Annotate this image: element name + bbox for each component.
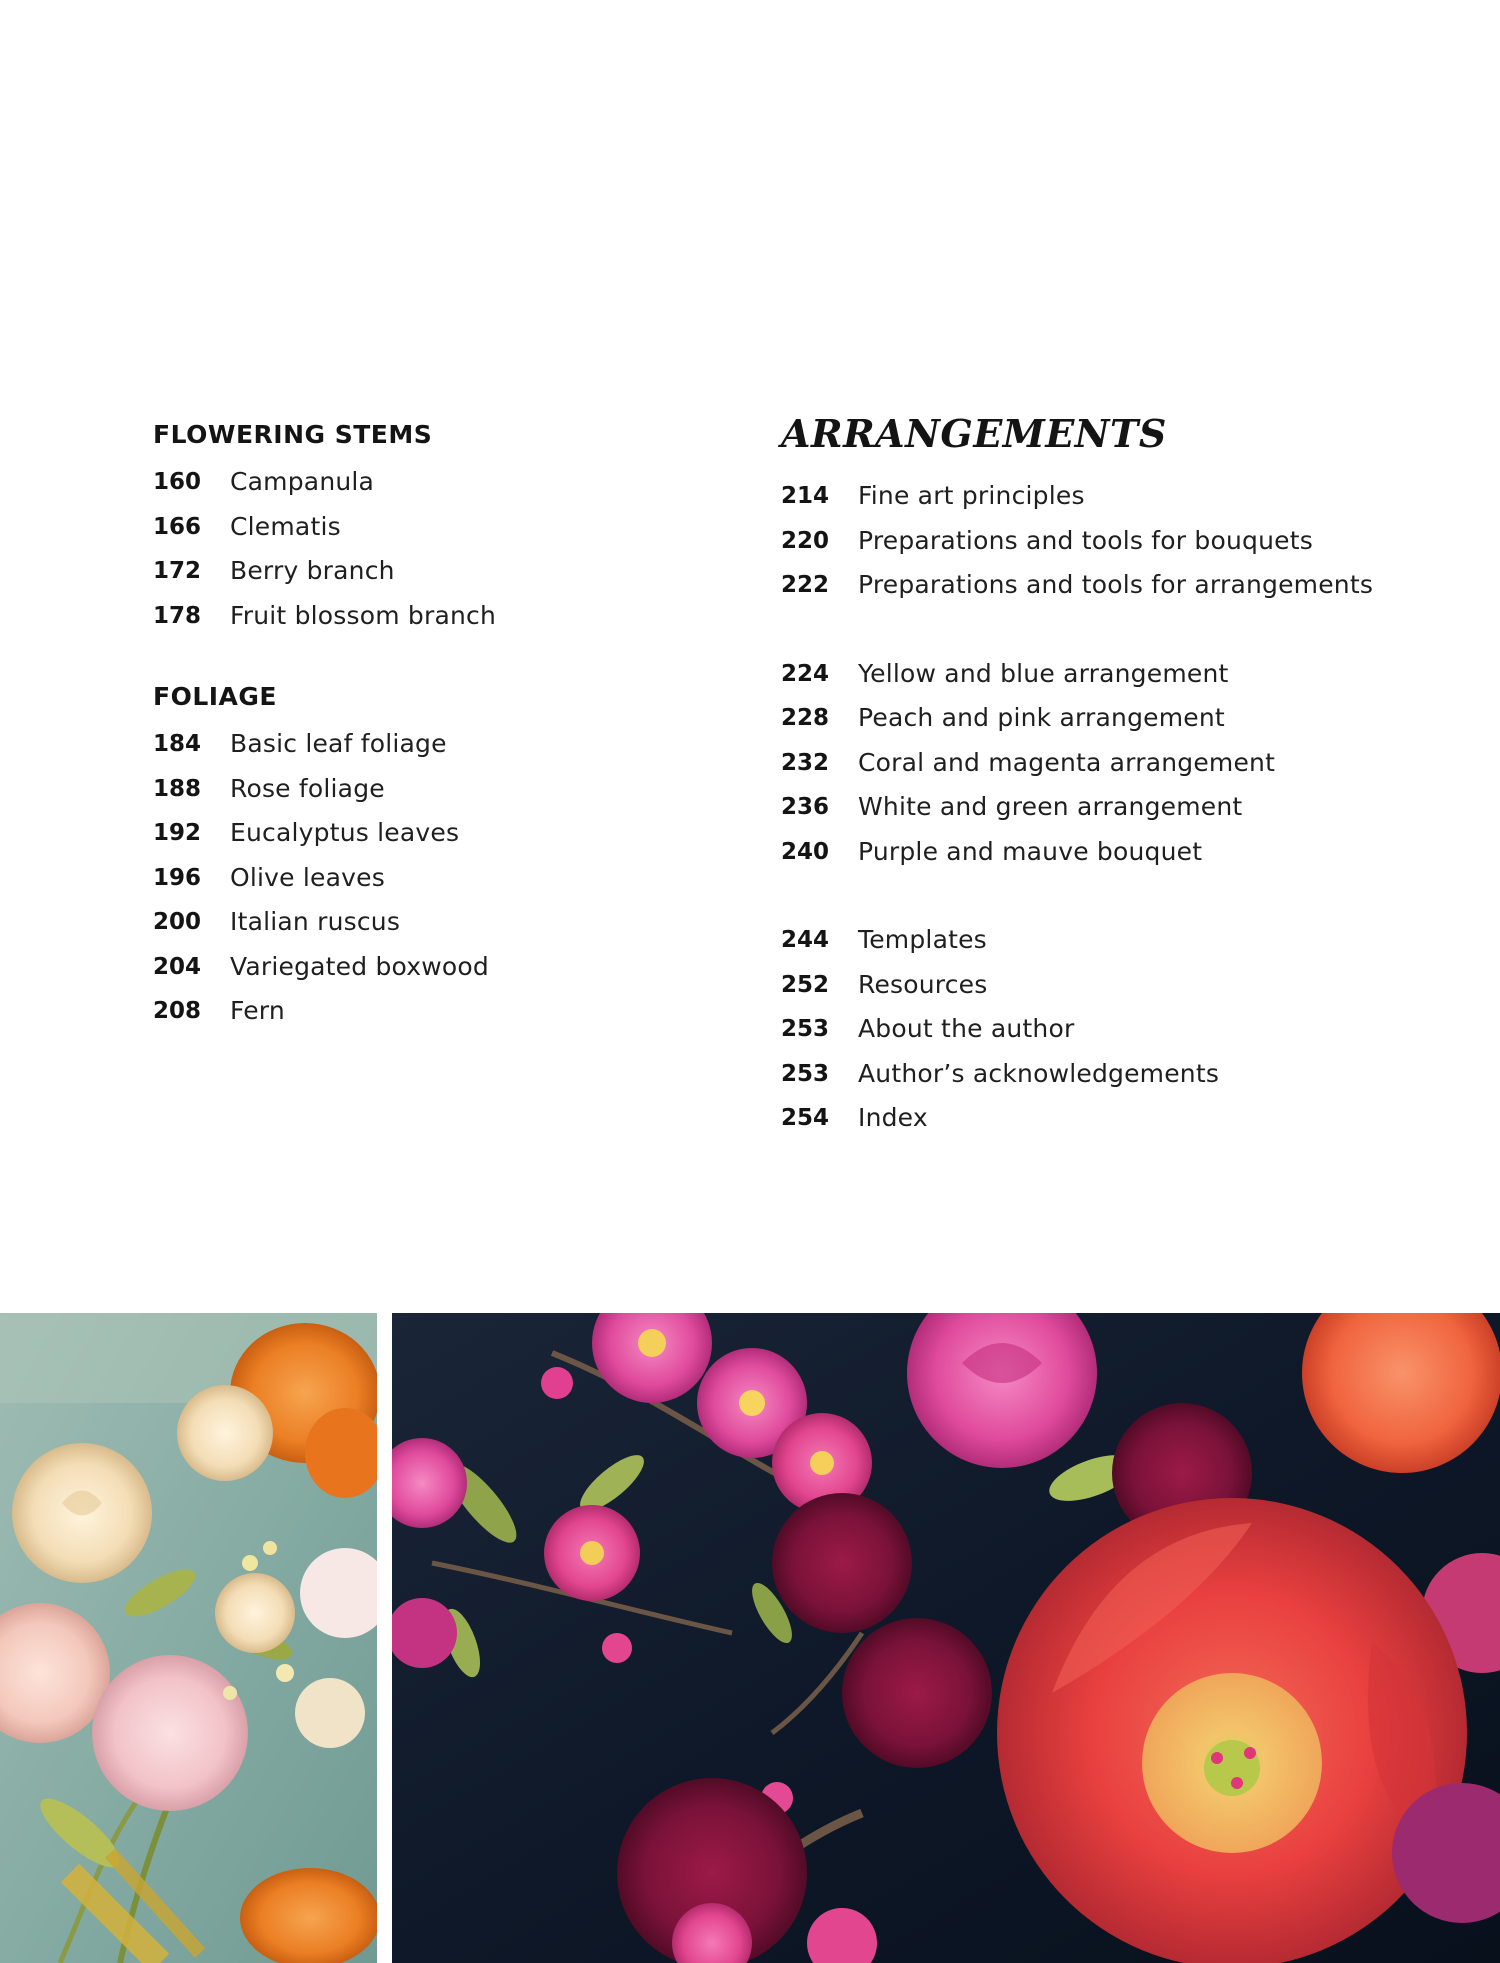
dark-floral-illustration xyxy=(392,1313,1500,1963)
entry-title: Variegated boxwood xyxy=(230,951,489,981)
toc-entry[interactable] xyxy=(781,519,1441,564)
page-number: 254 xyxy=(781,1105,830,1131)
toc-entry[interactable] xyxy=(153,900,713,945)
toc-entry[interactable] xyxy=(781,785,1441,830)
page-number: 200 xyxy=(153,909,202,935)
entry-title: Olive leaves xyxy=(230,862,385,892)
page-number: 253 xyxy=(781,1016,830,1042)
toc-entry[interactable] xyxy=(781,963,1441,1008)
page-number: 188 xyxy=(153,775,202,802)
page-number: 214 xyxy=(781,483,830,509)
page-number: 236 xyxy=(781,794,830,820)
entry-title: Berry branch xyxy=(230,556,395,585)
entry-title: Rose foliage xyxy=(230,773,385,803)
toc-right-column xyxy=(781,410,1441,1141)
toc-entry[interactable] xyxy=(153,722,713,767)
toc-entry[interactable] xyxy=(781,563,1441,608)
entry-title: White and green arrangement xyxy=(858,792,1243,821)
page-number: 220 xyxy=(781,527,830,554)
entry-title: Fruit blossom branch xyxy=(230,600,497,630)
page-number: 166 xyxy=(153,513,202,540)
toc-entry[interactable] xyxy=(781,1052,1441,1097)
entry-title: Campanula xyxy=(230,467,375,496)
entry-title: About the author xyxy=(858,1014,1075,1043)
page-number: 244 xyxy=(781,927,830,953)
entry-title: Coral and magenta arrangement xyxy=(858,747,1276,777)
page-number: 184 xyxy=(153,731,202,757)
entry-title: Author’s acknowledgements xyxy=(858,1058,1220,1088)
entry-title: Peach and pink arrangement xyxy=(858,703,1225,732)
page-number: 253 xyxy=(781,1060,830,1087)
toc-entry[interactable] xyxy=(781,830,1441,875)
page-number: 228 xyxy=(781,705,830,731)
entry-title: Fine art principles xyxy=(858,481,1085,510)
page-number: 160 xyxy=(153,469,202,495)
toc-left-column xyxy=(153,418,713,1034)
toc-entry[interactable] xyxy=(153,505,713,550)
entry-title: Purple and mauve bouquet xyxy=(858,836,1203,866)
page-number: 252 xyxy=(781,971,830,998)
toc-entry[interactable] xyxy=(153,594,713,639)
toc-entry[interactable] xyxy=(781,1007,1441,1052)
page-number: 192 xyxy=(153,820,202,846)
dark-floral-arrangement-photo xyxy=(392,1313,1500,1963)
page-number: 196 xyxy=(153,864,202,891)
page-number: 178 xyxy=(153,602,202,629)
entry-title: Preparations and tools for bouquets xyxy=(858,525,1313,555)
entry-title: Fern xyxy=(230,996,285,1025)
toc-entry[interactable] xyxy=(153,767,713,812)
page-number: 224 xyxy=(781,660,830,687)
toc-entry[interactable] xyxy=(153,811,713,856)
section-heading-foliage: FOLIAGE xyxy=(153,682,278,711)
toc-entry[interactable] xyxy=(781,1096,1441,1141)
entry-title: Yellow and blue arrangement xyxy=(858,658,1229,688)
toc-entry[interactable] xyxy=(781,474,1441,519)
entry-title: Index xyxy=(858,1103,928,1132)
entry-title: Templates xyxy=(858,925,987,954)
page-number: 172 xyxy=(153,558,202,584)
toc-entry[interactable] xyxy=(781,741,1441,786)
page-number: 204 xyxy=(153,953,202,980)
pastel-bouquet-photo xyxy=(0,1313,377,1963)
page-number: 232 xyxy=(781,749,830,776)
toc-entry[interactable] xyxy=(153,945,713,990)
toc-entry[interactable] xyxy=(781,652,1441,697)
page-number: 222 xyxy=(781,572,830,598)
entry-title: Resources xyxy=(858,969,988,999)
entry-title: Italian ruscus xyxy=(230,907,401,936)
entry-title: Basic leaf foliage xyxy=(230,729,447,758)
entry-title: Clematis xyxy=(230,511,341,541)
photo-strip xyxy=(0,1313,1500,1963)
entry-title: Preparations and tools for arrangements xyxy=(858,570,1374,599)
section-heading-arrangements: ARRANGEMENTS xyxy=(781,411,1167,456)
toc-entry[interactable] xyxy=(153,460,713,505)
section-heading-flowering-stems: FLOWERING STEMS xyxy=(153,420,433,449)
pastel-bouquet-illustration xyxy=(0,1313,377,1963)
page-number: 240 xyxy=(781,838,830,865)
toc-entry[interactable] xyxy=(153,989,713,1034)
toc-entry[interactable] xyxy=(153,856,713,901)
page-number: 208 xyxy=(153,998,202,1024)
toc-entry[interactable] xyxy=(781,696,1441,741)
toc-entry[interactable] xyxy=(153,549,713,594)
entry-title: Eucalyptus leaves xyxy=(230,818,460,847)
toc-entry[interactable] xyxy=(781,918,1441,963)
